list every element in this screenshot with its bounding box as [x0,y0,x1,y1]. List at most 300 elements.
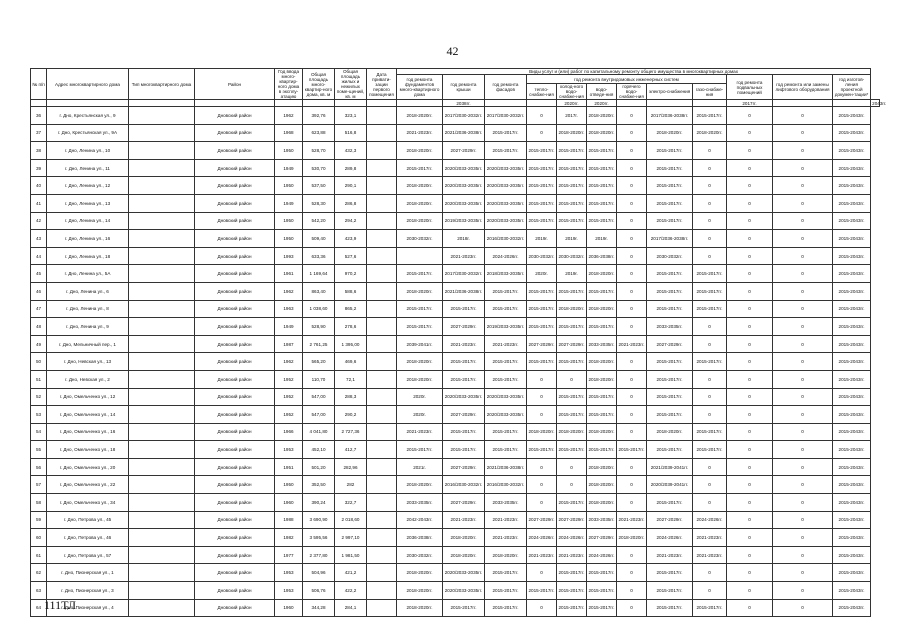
cell-year-built: 1950 [275,212,303,230]
cell-roof: 2020/2033-2035гг. [443,194,485,212]
cell-year-built: 1963 [275,300,303,318]
cell-basement: 0 [727,476,773,494]
table-row [31,159,880,177]
cell-hot-water: 0 [617,546,647,564]
cell-hot-water: 2018-2020гг. [617,529,647,547]
cell-type [129,212,195,230]
cell-elevator: 0 [773,370,833,388]
cell-total-area: 509,40 [303,230,335,248]
cell-gas: 2021-2023гг. [693,529,727,547]
cell-roof: 2020/2033-2035гг. [443,159,485,177]
cell-heat: 0 [527,476,557,494]
cell-address: г. Дно, Ленина ул., 6 [47,282,129,300]
cell-electric: 2027-2029гг. [647,511,693,529]
cell-num: 60 [31,529,47,547]
cell-elevator: 0 [773,353,833,371]
cell-address: г. Дно, Омельченко ул., 20 [47,458,129,476]
cell-district: Дновский район [195,282,275,300]
table-row [31,335,880,353]
table-row [31,458,880,476]
cell-hot-water: 0 [617,124,647,142]
cell-address: г. Дно, Ленина ул., 10 [47,142,129,160]
cell-documentation: 2015-2043гг. [833,124,871,142]
cell-cold-water: 2018-2020гг. [557,423,587,441]
cell-heat: 2015-2017гг. [527,282,557,300]
cell-electric: 2021/2039-2041гг. [647,458,693,476]
cell-district: Дновский район [195,546,275,564]
cell-address: г. Дно, Ленина ул., 8 [47,300,129,318]
cell-num: 63 [31,582,47,600]
cell-hot-water: 0 [617,282,647,300]
cell-documentation: 2015-2043гг. [833,546,871,564]
cell-living-area: 290,1 [335,177,367,195]
cell-roof: 2015-2017гг. [443,423,485,441]
cell-address: г. Дно, Омельченко ул., 16 [47,423,129,441]
cell-gas: 0 [693,406,727,424]
cell-type [129,582,195,600]
table-row [31,529,880,547]
cell-address: г. Дно, Ленина ул., 18 [47,247,129,265]
cell-gas: 2015-2017гг. [693,282,727,300]
cell-hot-water: 0 [617,406,647,424]
cell-num: 44 [31,247,47,265]
cell-elevator: 0 [773,300,833,318]
cell-cold-water: 2027-2029гг. [557,511,587,529]
cell-privatization [367,476,397,494]
cell-district: Дновский район [195,212,275,230]
cell-cold-water: 0 [557,476,587,494]
cell-num: 41 [31,194,47,212]
cell-living-area: 1 981,50 [335,546,367,564]
cell-privatization [367,100,397,107]
cell-cold-water: 2015-2017гг. [557,194,587,212]
cell-electric [647,100,693,107]
cell-hot-water: 0 [617,212,647,230]
cell-foundation: 2021-2023гг. [397,124,443,142]
cell-total-area: 2 377,80 [303,546,335,564]
cell-drainage: 2015-2017гг. [587,194,617,212]
cell-elevator: 0 [773,142,833,160]
table-row [31,353,880,371]
cell-documentation: 2015-2043гг. [833,476,871,494]
cell-heat: 2015-2017гг. [527,159,557,177]
cell-electric: 2017/2036-2038гг. [647,107,693,125]
cell-foundation: 2020г. [397,388,443,406]
cell-foundation: 2018-2020гг. [397,142,443,160]
cell-roof: 2038гг. [443,100,485,107]
table-row [31,124,880,142]
cell-drainage: 2033-2035гг. [587,335,617,353]
cell-gas: 2015-2017гг. [693,423,727,441]
cell-heat: 2027-2029гг. [527,335,557,353]
cell-gas: 0 [693,247,727,265]
cell-type [129,476,195,494]
cell-basement: 0 [727,388,773,406]
cell-privatization [367,335,397,353]
cell-privatization [367,300,397,318]
cell-year-built: 1950 [275,230,303,248]
cell-type [129,194,195,212]
cell-hot-water: 0 [617,458,647,476]
cell-type [129,282,195,300]
cell-hot-water: 2021-2023гг. [617,511,647,529]
cell-documentation: 2015-2043гг. [833,370,871,388]
cell-elevator: 0 [773,107,833,125]
cell-district: Дновский район [195,230,275,248]
cell-cold-water: 2024-2026гг. [557,529,587,547]
cell-gas: 2015-2017гг. [693,599,727,617]
table-row [31,107,880,125]
cell-facade: 2018-2020гг. [485,546,527,564]
cell-heat: 2015-2017гг. [527,177,557,195]
cell-roof: 2018-2020гг. [443,529,485,547]
cell-electric: 2018-2020гг. [647,423,693,441]
cell-hot-water [617,100,647,107]
cell-num: 46 [31,282,47,300]
cell-privatization [367,441,397,459]
cell-elevator: 0 [773,423,833,441]
cell-total-area: 3 690,90 [303,511,335,529]
cell-privatization [367,194,397,212]
cell-electric: 2015-2017гг. [647,441,693,459]
cell-electric: 2024-2026гг. [647,529,693,547]
cell-gas: 0 [693,318,727,336]
cell-drainage: 2027-2029гг. [587,529,617,547]
cell-district: Дновский район [195,582,275,600]
cell-district: Дновский район [195,353,275,371]
table-row-continued [31,100,880,107]
cell-roof: 2017/2030-2032гг. [443,107,485,125]
cell-elevator: 0 [773,564,833,582]
cell-num: 57 [31,476,47,494]
table-body [31,100,887,617]
cell-hot-water: 0 [617,247,647,265]
cell-type [129,564,195,582]
cell-cold-water: 2017г. [557,107,587,125]
cell-year-built: 1966 [275,423,303,441]
cell-roof: 2020/2033-2035гг. [443,564,485,582]
cell-elevator: 0 [773,177,833,195]
cell-address: г. Дно, Петрова ул., 57 [47,546,129,564]
cell-facade: 2016/2030-2032гг. [485,476,527,494]
cell-privatization [367,159,397,177]
cell-facade: 2020/2033-2035гг. [485,159,527,177]
cell-electric: 2015-2017гг. [647,177,693,195]
cell-district: Дновский район [195,529,275,547]
cell-district: Дновский район [195,423,275,441]
header-drainage: водо-отведе-ния [587,84,617,100]
cell-foundation: 2015-2017гг. [397,159,443,177]
cell-district: Дновский район [195,194,275,212]
cell-facade: 2015-2017гг. [485,124,527,142]
cell-electric: 2015-2017гг. [647,194,693,212]
cell-hot-water: 0 [617,177,647,195]
cell-living-area: 2 727,36 [335,423,367,441]
cell-gas: 2024-2026гг. [693,511,727,529]
cell-documentation: 2015-2043гг. [833,353,871,371]
cell-privatization [367,124,397,142]
cell-facade: 2016/2030-2032гг. [485,230,527,248]
cell-drainage: 2018-2020гг. [587,265,617,283]
cell-num: 54 [31,423,47,441]
cell-foundation: 2020г. [397,406,443,424]
cell-cold-water: 2015-2017гг. [557,388,587,406]
cell-address: г. Дно, Омельченко ул., 34 [47,494,129,512]
cell-documentation: 2015-2043гг. [833,441,871,459]
cell-elevator: 0 [773,406,833,424]
cell-basement: 0 [727,546,773,564]
cell-address: г. Дно, Пионерская ул., 1 [47,564,129,582]
cell-year-built: 1961 [275,265,303,283]
cell-district: Дновский район [195,107,275,125]
cell-privatization [367,265,397,283]
cell-facade: 2020/2033-2035гг. [485,177,527,195]
cell-basement: 0 [727,177,773,195]
cell-cold-water: 2015-2017гг. [557,318,587,336]
cell-facade: 2021-2023гг. [485,529,527,547]
cell-living-area: 278,6 [335,318,367,336]
cell-district: Дновский район [195,247,275,265]
cell-roof: 2016/2030-2032гг. [443,476,485,494]
table-row [31,247,880,265]
cell-drainage: 2036-2038гг. [587,247,617,265]
cell-gas [693,100,727,107]
cell-drainage: 2020гг. [587,100,617,107]
cell-num: 42 [31,212,47,230]
cell-elevator: 0 [773,511,833,529]
cell-district: Дновский район [195,476,275,494]
cell-living-area: 1 395,00 [335,335,367,353]
cell-heat: 2015-2017гг. [527,582,557,600]
cell-elevator: 0 [773,212,833,230]
cell-gas: 0 [693,142,727,160]
cell-cold-water: 2015-2017гг. [557,212,587,230]
cell-heat: 2018-2020гг. [527,423,557,441]
table-row [31,265,880,283]
cell-year-built: 1949 [275,318,303,336]
cell-roof: 2019/2033-2035гг. [443,212,485,230]
cell-documentation: 2015-2043гг. [833,230,871,248]
cell-address: г. Дно, Пионерская ул., 4 [47,599,129,617]
cell-basement: 0 [727,582,773,600]
cell-privatization [367,353,397,371]
cell-foundation: 2015-2017гг. [397,318,443,336]
cell-hot-water: 0 [617,142,647,160]
header-cold-water: холод-ного водо-снабже-ния [557,84,587,100]
cell-address: г. Дно, Ленина ул., 9 [47,318,129,336]
cell-drainage: 2018-2020гг. [587,353,617,371]
cell-drainage: 2018-2020гг. [587,124,617,142]
cell-electric: 2015-2017гг. [647,282,693,300]
cell-roof: 2021/2036-2038гг. [443,282,485,300]
cell-address: г. Дно, Петрова ул., 46 [47,529,129,547]
cell-cold-water: 2015-2017гг. [557,441,587,459]
table-row [31,406,880,424]
cell-hot-water: 0 [617,476,647,494]
cell-heat: 0 [527,599,557,617]
cell-living-area: 2 997,10 [335,529,367,547]
cell-basement: 2017гг. [727,100,773,107]
cell-year-built: 1962 [275,282,303,300]
cell-roof: 2020/2033-2035гг. [443,582,485,600]
cell-living-area: 284,1 [335,599,367,617]
cell-drainage: 2015-2017гг. [587,142,617,160]
cell-facade: 2021-2023гг. [485,511,527,529]
cell-foundation [397,247,443,265]
cell-total-area: 452,10 [303,441,335,459]
cell-heat: 2027-2029гг. [527,511,557,529]
cell-foundation: 2018-2020гг. [397,564,443,582]
cell-district: Дновский район [195,441,275,459]
cell-electric: 2015-2017гг. [647,353,693,371]
cell-num: 48 [31,318,47,336]
cell-address: г. Дно, Ленина ул., 5А [47,265,129,283]
cell-address: г. Дно, Мельничный пер., 1 [47,335,129,353]
cell-documentation: 2015-2043гг. [833,107,871,125]
cell-basement: 0 [727,230,773,248]
cell-total-area: 110,70 [303,370,335,388]
header-address: Адрес многоквартирного дома [47,69,129,100]
cell-living-area: 323,1 [335,107,367,125]
cell-elevator [773,100,833,107]
cell-num: 51 [31,370,47,388]
cell-cold-water: 2015-2017гг. [557,159,587,177]
cell-gas: 2015-2017гг. [693,107,727,125]
cell-basement: 0 [727,300,773,318]
cell-year-built: 1977 [275,546,303,564]
cell-basement: 0 [727,194,773,212]
cell-basement: 0 [727,124,773,142]
cell-year-built: 1950 [275,142,303,160]
cell-total-area: 542,20 [303,212,335,230]
cell-type [129,177,195,195]
cell-elevator: 0 [773,282,833,300]
cell-living-area [335,100,367,107]
cell-basement: 0 [727,599,773,617]
cell-documentation: 2015-2043гг. [833,388,871,406]
cell-district: Дновский район [195,511,275,529]
cell-basement: 0 [727,142,773,160]
cell-living-area: 322,7 [335,494,367,512]
table-row [31,423,880,441]
table-row [31,212,880,230]
cell-facade: 2015-2017гг. [485,300,527,318]
cell-gas: 0 [693,212,727,230]
cell-heat: 0 [527,388,557,406]
cell-electric: 2015-2017гг. [647,370,693,388]
cell-facade: 2015-2017гг. [485,564,527,582]
cell-year-built: 1982 [275,529,303,547]
cell-year-built [275,100,303,107]
cell-elevator: 0 [773,599,833,617]
cell-basement: 0 [727,458,773,476]
cell-elevator: 0 [773,476,833,494]
cell-district: Дновский район [195,564,275,582]
cell-hot-water: 0 [617,599,647,617]
page-number: 42 [446,44,459,58]
cell-documentation: 2015-2043гг. [833,159,871,177]
cell-foundation: 2042-2043гг. [397,511,443,529]
cell-elevator: 0 [773,230,833,248]
cell-hot-water: 0 [617,230,647,248]
cell-living-area: 423,9 [335,230,367,248]
cell-gas: 2015-2017гг. [693,300,727,318]
header-total-area: Общая площадь много-квартир-ного дома, кв. м [303,69,335,100]
cell-facade: 2015-2017гг. [485,599,527,617]
cell-type [129,599,195,617]
cell-drainage: 2033-2035гг. [587,511,617,529]
cell-living-area: 294,2 [335,212,367,230]
cell-type [129,370,195,388]
cell-foundation: 2018-2020гг. [397,282,443,300]
cell-hot-water: 0 [617,388,647,406]
cell-district: Дновский район [195,124,275,142]
cell-living-area: 72,1 [335,370,367,388]
header-heat: тепло-снабже-ния [527,84,557,100]
cell-address: г. Дно, Омельченко ул., 18 [47,441,129,459]
cell-total-area: 504,96 [303,564,335,582]
cell-foundation: 2039-2041гг. [397,335,443,353]
cell-facade: 2018/2033-2035гг. [485,265,527,283]
cell-electric: 2030-2032гг. [647,247,693,265]
cell-year-built: 1951 [275,458,303,476]
cell-type [129,124,195,142]
cell-heat: 2015-2017гг. [527,353,557,371]
cell-privatization [367,282,397,300]
cell-privatization [367,494,397,512]
cell-electric: 2021-2023гг. [647,546,693,564]
cell-facade: 2020/2033-2035гг. [485,212,527,230]
cell-type [129,529,195,547]
table-row [31,194,880,212]
cell-heat: 2015-2017гг. [527,318,557,336]
cell-type [129,159,195,177]
cell-year-built: 1949 [275,194,303,212]
cell-hot-water: 0 [617,564,647,582]
cell-documentation: 2015-2043гг. [833,142,871,160]
cell-elevator: 0 [773,124,833,142]
cell-num: 37 [31,124,47,142]
cell-gas: 0 [693,494,727,512]
cell-documentation: 2015-2043гг. [833,494,871,512]
cell-total-area: 565,20 [303,353,335,371]
cell-total-area: 547,00 [303,406,335,424]
cell-year-built: 1952 [275,370,303,388]
cell-foundation: 2018-2020гг. [397,177,443,195]
cell-documentation: 2015-2043гг. [833,458,871,476]
cell-year-built: 1960 [275,494,303,512]
cell-heat: 2015-2017гг. [527,194,557,212]
cell-living-area: 290,2 [335,406,367,424]
cell-gas: 0 [693,159,727,177]
cell-basement: 0 [727,353,773,371]
cell-type [129,494,195,512]
cell-facade: 2024-2026гг. [485,247,527,265]
cell-type [129,406,195,424]
cell-living-area: 970,2 [335,265,367,283]
cell-facade: 2021/2036-2038гг. [485,458,527,476]
cell-electric: 2027-2029гг. [647,335,693,353]
cell-foundation: 2030-2032гг. [397,546,443,564]
cell-num: 49 [31,335,47,353]
table-row [31,511,880,529]
cell-cold-water: 2015-2017гг. [557,142,587,160]
cell-address: г. Дно, Ленина ул., 12 [47,177,129,195]
cell-documentation: 2015-2043гг. [833,423,871,441]
table-row [31,370,880,388]
cell-gas: 0 [693,335,727,353]
cell-heat: 2021-2023гг. [527,546,557,564]
